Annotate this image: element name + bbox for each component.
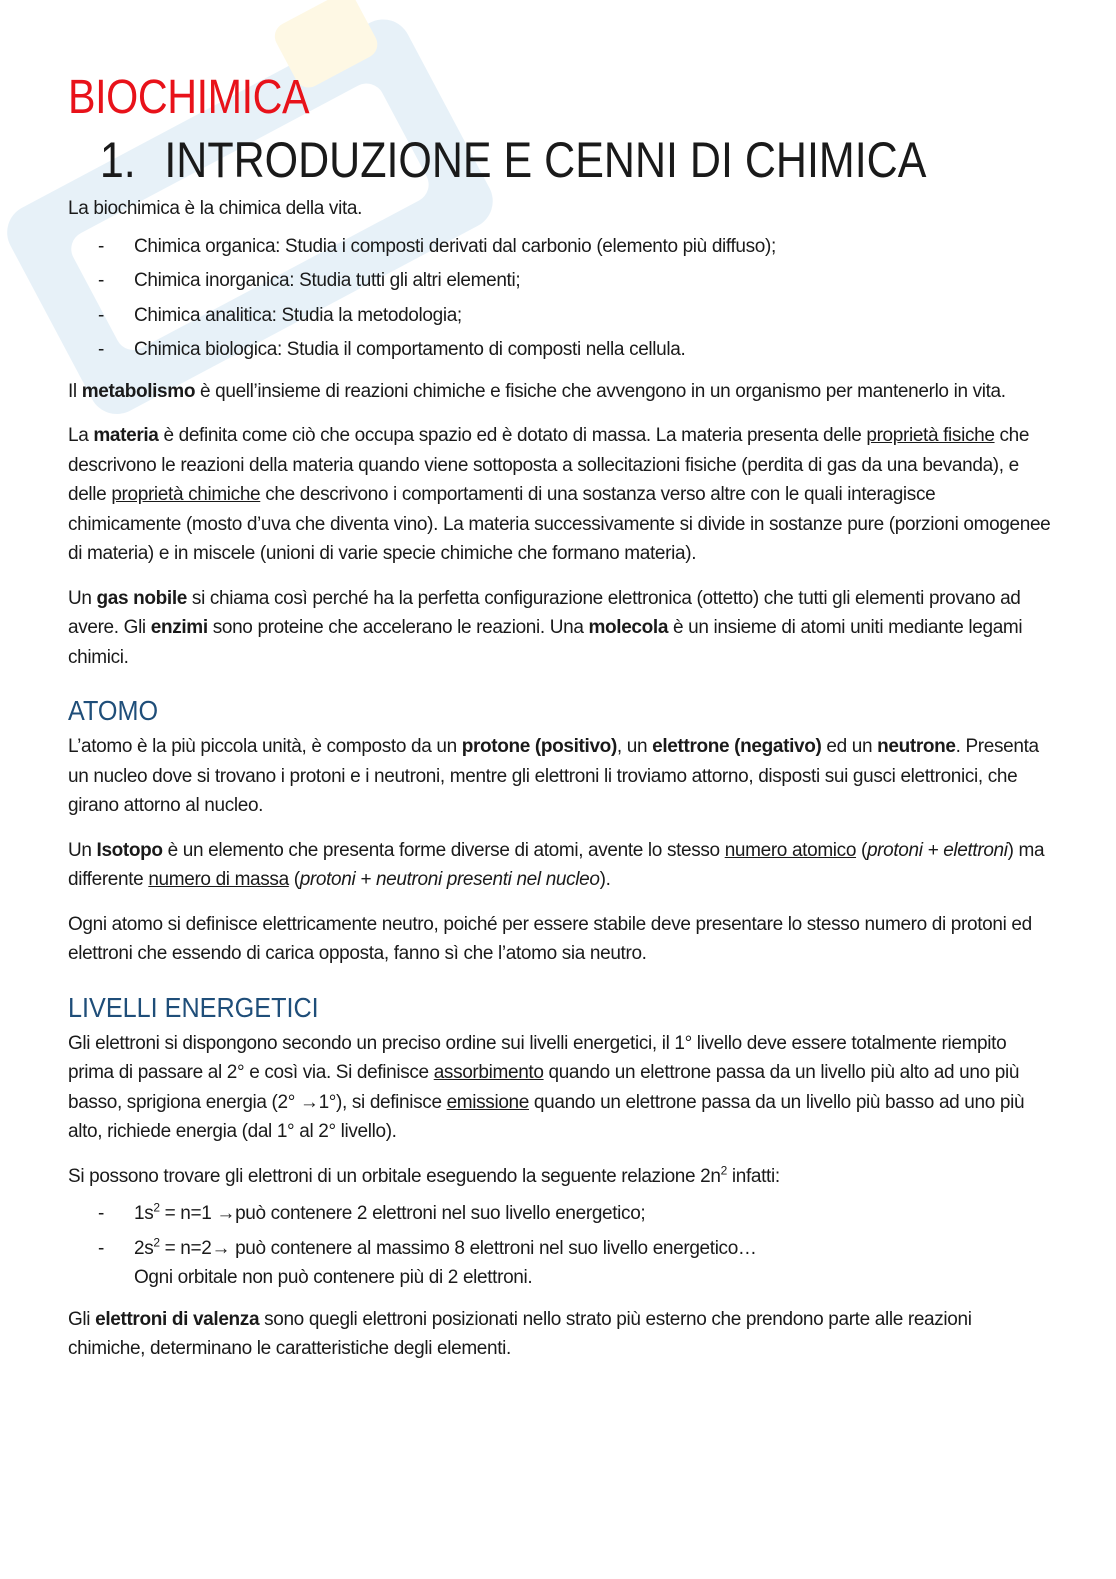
dash-bullet: - bbox=[98, 235, 104, 257]
superscript: 2 bbox=[720, 1163, 727, 1178]
dash-bullet: - bbox=[98, 304, 104, 326]
list-item-text: Chimica inorganica: Studia tutti gli altri elementi; bbox=[134, 270, 521, 291]
term-bold: molecola bbox=[588, 617, 669, 638]
term-bold: materia bbox=[93, 425, 159, 446]
metabolismo-paragraph bbox=[68, 377, 1053, 407]
text-run: che descrivono i comportamenti di una sostanza verso altre con le quali interagisce chimicamente (mosto d’uva che diventa vino). La materia successivamente si divide in sostanze pure (porzioni omogenee di materia) e in miscele (unioni di varie specie chimiche che formano materia). bbox=[68, 484, 1051, 564]
text-run: = n=1 →può contenere 2 elettroni nel suo livello energetico; bbox=[159, 1203, 646, 1224]
term-underlined: assorbimento bbox=[433, 1062, 544, 1083]
term-bold: Isotopo bbox=[96, 839, 163, 861]
term-bold: enzimi bbox=[150, 617, 208, 638]
document-content bbox=[68, 68, 1053, 1379]
list-item bbox=[68, 1234, 1053, 1293]
intro-paragraph: La biochimica è la chimica della vita. bbox=[68, 198, 363, 219]
text-run: quando un elettrone passa da un livello più alto ad uno più basso, sprigiona energia (2° →1°), si definisce bbox=[68, 1062, 1020, 1113]
list-item bbox=[68, 266, 1053, 296]
list-item-text: Chimica biologica: Studia il comportamento di composti nella cellula. bbox=[134, 339, 686, 360]
list-item-continuation: Ogni orbitale non può contenere più di 2 elettroni. bbox=[134, 1267, 533, 1288]
text-run: , un bbox=[616, 736, 653, 757]
text-run: ) ma differente bbox=[68, 839, 1045, 890]
dash-bullet: - bbox=[98, 1203, 104, 1224]
text-run: Il bbox=[68, 380, 82, 402]
text-run: Si possono trovare gli elettroni di un orbitale eseguendo la seguente relazione 2n bbox=[68, 1165, 721, 1187]
term-underlined: numero atomico bbox=[724, 839, 857, 861]
term-underlined: proprietà fisiche bbox=[866, 425, 995, 446]
neutro-paragraph: Ogni atomo si definisce elettricamente neutro, poiché per essere stabile deve presentare lo stesso numero di protoni ed elettroni che essendo di carica opposta, fanno sì che l’atomo sia neutro. bbox=[68, 913, 1032, 964]
list-item bbox=[68, 301, 1053, 331]
text-run: sono quegli elettroni posizionati nello strato più esterno che prendono parte alle reazioni chimiche, determinano le caratteristiche degli elementi. bbox=[68, 1308, 972, 1359]
text-run: ( bbox=[288, 869, 300, 890]
text-run: La bbox=[68, 425, 94, 446]
dash-bullet: - bbox=[98, 339, 104, 360]
term-bold: neutrone bbox=[877, 736, 956, 757]
branches-list bbox=[68, 232, 1053, 365]
text-run: 2s bbox=[134, 1237, 154, 1259]
section-heading-livelli: LIVELLI ENERGETICI bbox=[68, 991, 319, 1023]
term-bold: protone (positivo) bbox=[461, 736, 617, 757]
superscript: 2 bbox=[153, 1200, 160, 1215]
text-run: = n=2→ può contenere al massimo 8 elettroni nel suo livello energetico… bbox=[159, 1237, 757, 1259]
gas-nobile-paragraph bbox=[68, 584, 1053, 673]
text-run: Un bbox=[68, 587, 97, 609]
term-bold: elettrone (negativo) bbox=[652, 736, 822, 757]
text-run: che descrivono le reazioni della materia quando viene sottoposta a sollecitazioni fisiche (perdita di gas da una bevanda), e delle bbox=[68, 425, 1030, 505]
text-run: sono proteine che accelerano le reazioni. Una bbox=[207, 617, 589, 638]
valenza-paragraph bbox=[68, 1305, 1053, 1364]
text-run: è un elemento che presenta forme diverse di atomi, avente lo stesso bbox=[162, 839, 725, 861]
materia-paragraph bbox=[68, 421, 1053, 569]
dash-bullet: - bbox=[98, 270, 104, 291]
term-underlined: emissione bbox=[446, 1091, 529, 1113]
section-heading-atomo: ATOMO bbox=[68, 695, 159, 726]
chapter-title: INTRODUZIONE E CENNI DI CHIMICA bbox=[164, 132, 927, 188]
term-italic: protoni + neutroni presenti nel nucleo bbox=[299, 869, 600, 890]
text-run: . Presenta un nucleo dove si trovano i protoni e i neutroni, mentre gli elettroni li troviamo attorno, disposti sui gusci elettronici, che girano attorno al nucleo. bbox=[68, 736, 1039, 816]
text-run: Un bbox=[68, 839, 97, 861]
text-run: Gli bbox=[68, 1308, 96, 1330]
text-run: ed un bbox=[821, 736, 878, 757]
list-item-text: Chimica organica: Studia i composti derivati dal carbonio (elemento più diffuso); bbox=[134, 235, 776, 257]
text-run: quando un elettrone passa da un livello più basso ad uno più alto, richiede energia (dal 1° al 2° livello). bbox=[68, 1091, 1025, 1142]
text-run: 1s bbox=[134, 1203, 154, 1224]
atomo-paragraph bbox=[68, 732, 1053, 821]
term-bold: gas nobile bbox=[96, 587, 187, 609]
chapter-number: 1. bbox=[99, 132, 136, 188]
chapter-heading bbox=[68, 128, 927, 192]
text-run: ( bbox=[856, 839, 867, 861]
text-run: Gli elettroni si dispongono secondo un preciso ordine sui livelli energetici, il 1° livello deve essere totalmente riempito prima di passare al 2° e così via. Si definisce bbox=[68, 1032, 1007, 1083]
livelli-paragraph bbox=[68, 1029, 1053, 1147]
text-run: infatti: bbox=[726, 1165, 780, 1187]
term-italic: protoni + elettroni bbox=[866, 839, 1008, 861]
document-title: BIOCHIMICA bbox=[68, 71, 310, 124]
term-bold: metabolismo bbox=[81, 380, 196, 402]
orbitals-list bbox=[68, 1199, 1053, 1293]
list-item-text: Chimica analitica: Studia la metodologia; bbox=[134, 304, 462, 326]
list-item bbox=[68, 335, 1053, 365]
text-run: L’atomo è la più piccola unità, è composto da un bbox=[68, 736, 462, 757]
text-run: ). bbox=[599, 869, 611, 890]
text-run: si chiama così perché ha la perfetta configurazione elettronica (ottetto) che tutti gli elementi provano ad avere. Gli bbox=[68, 587, 1021, 638]
superscript: 2 bbox=[153, 1235, 160, 1250]
text-run: è un insieme di atomi uniti mediante legami chimici. bbox=[68, 617, 1023, 668]
relazione-paragraph bbox=[68, 1162, 1053, 1192]
text-run: è definita come ciò che occupa spazio ed è dotato di massa. La materia presenta delle bbox=[158, 425, 867, 446]
list-item bbox=[68, 1199, 1053, 1229]
text-run: è quell’insieme di reazioni chimiche e fisiche che avvengono in un organismo per mantenerlo in vita. bbox=[195, 380, 1006, 402]
term-underlined: proprietà chimiche bbox=[111, 484, 261, 505]
isotopo-paragraph bbox=[68, 836, 1053, 895]
term-underlined: numero di massa bbox=[148, 869, 289, 890]
term-bold: elettroni di valenza bbox=[95, 1308, 260, 1330]
list-item bbox=[68, 232, 1053, 262]
dash-bullet: - bbox=[98, 1237, 104, 1259]
